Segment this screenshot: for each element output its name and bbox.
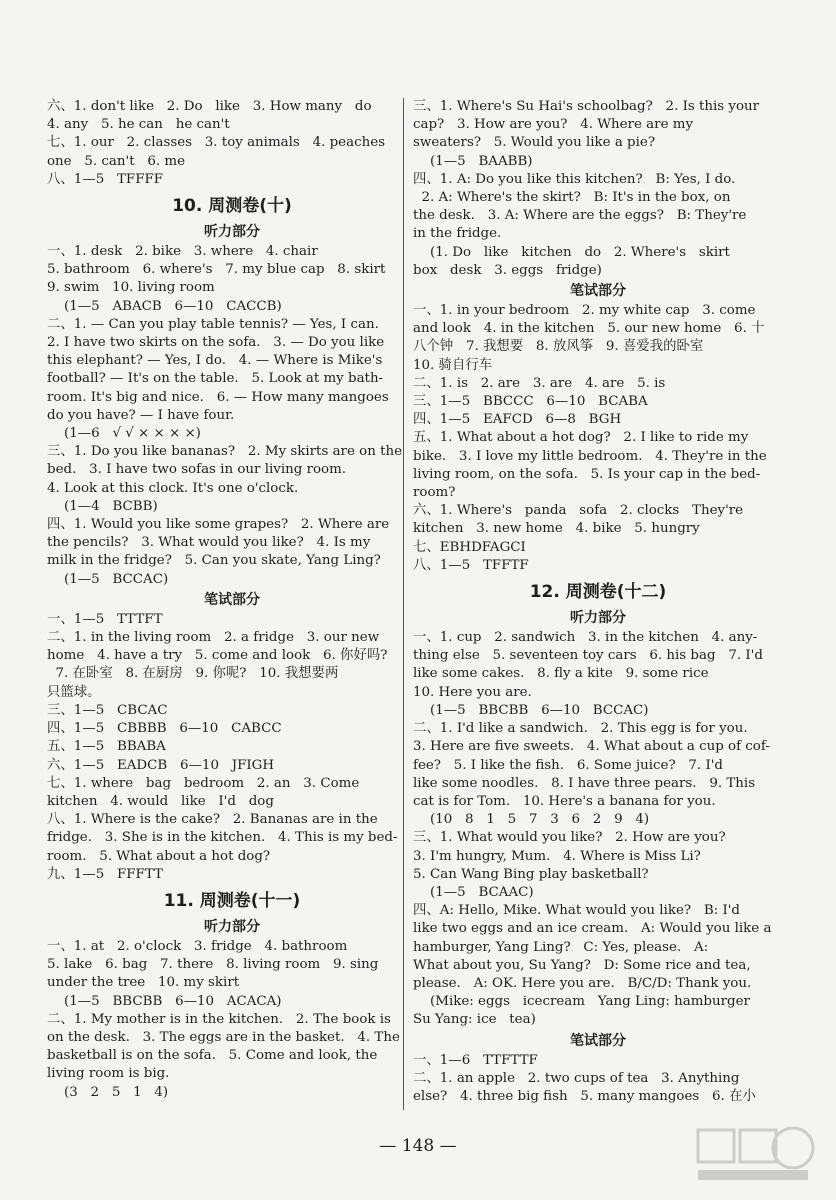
answer-line: 5. bathroom 6. where's 7. my blue cap 8. skirt: [47, 262, 386, 278]
answer-line: in the fridge.: [413, 226, 502, 242]
answer-line: 二、1. I'd like a sandwich. 2. This egg is for you.: [413, 721, 748, 737]
answer-line: (Mike: eggs icecream Yang Ling: hamburger: [413, 994, 750, 1010]
answer-line: Su Yang: ice tea): [413, 1012, 536, 1028]
answer-line: 五、1. What about a hot dog? 2. I like to ride my: [413, 430, 749, 446]
answer-line: and look 4. in the kitchen 5. our new home 6. 十: [413, 321, 765, 337]
section-title: 11. 周测卷(十一): [163, 890, 301, 911]
answer-line: (1—5 BBCBB 6—10 ACACA): [47, 993, 282, 1009]
answer-line: 七、1. where bag bedroom 2. an 3. Come: [47, 775, 360, 791]
answer-line: 4. any 5. he can he can't: [47, 117, 230, 133]
answer-line: 3. I'm hungry, Mum. 4. Where is Miss Li?: [413, 848, 701, 864]
answer-line: 四、1—5 EAFCD 6—8 BGH: [413, 412, 622, 428]
answer-line: the desk. 3. A: Where are the eggs? B: They're: [413, 208, 747, 224]
answer-line: bike. 3. I love my little bedroom. 4. They're in the: [413, 448, 767, 464]
answer-line: under the tree 10. my skirt: [47, 975, 240, 991]
answer-line: one 5. can't 6. me: [47, 153, 186, 169]
answer-line: 9. swim 10. living room: [47, 280, 215, 296]
answer-line: 4. Look at this clock. It's one o'clock.: [47, 480, 299, 496]
answer-line: 只篮球。: [47, 684, 101, 700]
answer-line: 二、1. My mother is in the kitchen. 2. The book is: [47, 1011, 391, 1027]
answer-line: 六、1—5 EADCB 6—10 JFIGH: [47, 757, 275, 773]
answer-line: thing else 5. seventeen toy cars 6. his bag 7. I'd: [413, 648, 763, 664]
answer-line: 八、1—5 TFFFF: [47, 171, 164, 187]
answer-line: 六、1. don't like 2. Do like 3. How many do: [47, 99, 372, 114]
subsection-heading: 听力部分: [204, 224, 260, 241]
answer-line: box desk 3. eggs fridge): [413, 262, 602, 278]
answer-line: 四、1. Would you like some grapes? 2. Where are: [47, 517, 390, 533]
answer-line: (1—5 ABACB 6—10 CACCB): [47, 298, 282, 314]
answer-line: 七、1. our 2. classes 3. toy animals 4. peaches: [47, 135, 386, 151]
answer-line: living room is big.: [47, 1066, 170, 1082]
answer-line: 一、1. desk 2. bike 3. where 4. chair: [47, 244, 318, 260]
answer-line: 一、1. at 2. o'clock 3. fridge 4. bathroom: [47, 938, 348, 954]
answer-line: 三、1. Do you like bananas? 2. My skirts are on the: [47, 444, 403, 460]
page-number: — 148 —: [379, 1136, 457, 1156]
answer-line: 三、1—5 BBCCC 6—10 BCABA: [413, 394, 648, 410]
answer-line: 7. 在卧室 8. 在厨房 9. 你呢? 10. 我想要两: [47, 666, 339, 682]
answer-line: 四、A: Hello, Mike. What would you like? B: I'd: [413, 903, 740, 919]
answer-line: (1—6 √ √ × × × ×): [47, 426, 201, 442]
answer-line: the pencils? 3. What would you like? 4. Is my: [47, 535, 371, 551]
answer-line: (1—5 BCCAC): [47, 571, 169, 587]
answer-line: (1—4 BCBB): [47, 498, 158, 514]
answer-line: 三、1. Where's Su Hai's schoolbag? 2. Is this your: [413, 99, 760, 114]
watermark-logo: [688, 1118, 818, 1188]
answer-line: 五、1—5 BBABA: [47, 739, 166, 755]
answer-line: (1. Do like kitchen do 2. Where's skirt: [413, 244, 730, 260]
answer-line: room. 5. What about a hot dog?: [47, 848, 271, 864]
answer-line: cat is for Tom. 10. Here's a banana for you.: [413, 793, 716, 809]
answer-line: (1—5 BCAAC): [413, 884, 534, 900]
answer-line: bed. 3. I have two sofas in our living room.: [47, 462, 347, 478]
answer-line: kitchen 4. would like I'd dog: [47, 793, 274, 809]
answer-line: What about you, Su Yang? D: Some rice and tea,: [413, 957, 751, 973]
answer-line: 三、1—5 CBCAC: [47, 702, 168, 718]
right-column: [413, 98, 783, 1106]
answer-line: like some cakes. 8. fly a kite 9. some rice: [413, 666, 709, 682]
answer-line: fee? 5. I like the fish. 6. Some juice? 7. I'd: [413, 757, 723, 773]
answer-line: home 4. have a try 5. come and look 6. 你好吗?: [47, 648, 388, 664]
answer-line: 5. lake 6. bag 7. there 8. living room 9. sing: [47, 957, 379, 973]
answer-line: (10 8 1 5 7 3 6 2 9 4): [413, 812, 650, 828]
answer-line: 八、1. Where is the cake? 2. Bananas are in the: [47, 812, 378, 828]
answer-line: room?: [413, 485, 456, 501]
answer-line: 二、1. an apple 2. two cups of tea 3. Anything: [413, 1070, 740, 1086]
answer-line: 八、1—5 TFFTF: [413, 557, 529, 573]
answer-line: football? — It's on the table. 5. Look at my bath-: [47, 371, 384, 387]
answer-line: 九、1—5 FFFTT: [47, 866, 163, 882]
answer-line: 3. Here are five sweets. 4. What about a cup of cof-: [413, 739, 770, 755]
answer-line: basketball is on the sofa. 5. Come and look, the: [47, 1048, 378, 1064]
answer-line: (1—5 BAABB): [413, 153, 533, 169]
answer-line: 一、1—6 TTFTTF: [413, 1052, 538, 1068]
answer-line: 六、1. Where's panda sofa 2. clocks They're: [413, 503, 744, 519]
section-title: 12. 周测卷(十二): [529, 582, 667, 603]
answer-line: living room, on the sofa. 5. Is your cap in the bed-: [413, 466, 761, 482]
answer-line: 七、EBHDFAGCI: [413, 539, 526, 555]
answer-line: 一、1. in your bedroom 2. my white cap 3. come: [413, 303, 756, 319]
answer-line: kitchen 3. new home 4. bike 5. hungry: [413, 521, 700, 537]
column-divider: [403, 98, 404, 1110]
subsection-heading: 听力部分: [204, 918, 260, 935]
answer-line: room. It's big and nice. 6. — How many mangoes: [47, 389, 389, 405]
answer-line: do you have? — I have four.: [47, 407, 235, 423]
answer-line: (1—5 BBCBB 6—10 BCCAC): [413, 702, 649, 718]
answer-line: this elephant? — Yes, I do. 4. — Where is Mike's: [47, 353, 383, 369]
answer-line: 10. 骑自行车: [413, 357, 493, 373]
section-title: 10. 周测卷(十): [172, 196, 292, 217]
subsection-heading: 笔试部分: [204, 591, 260, 608]
answer-line: milk in the fridge? 5. Can you skate, Yang Ling?: [47, 553, 381, 569]
answer-line: 四、1—5 CBBBB 6—10 CABCC: [47, 721, 282, 737]
answer-line: like two eggs and an ice cream. A: Would you like a: [413, 921, 772, 937]
answer-line: 三、1. What would you like? 2. How are you?: [413, 830, 726, 846]
answer-line: 二、1. in the living room 2. a fridge 3. our new: [47, 630, 380, 646]
answer-line: fridge. 3. She is in the kitchen. 4. This is my bed-: [47, 830, 398, 846]
answer-line: else? 4. three big fish 5. many mangoes 6. 在小: [413, 1088, 756, 1104]
subsection-heading: 笔试部分: [570, 1032, 626, 1049]
left-column: [47, 98, 417, 1102]
answer-line: cap? 3. How are you? 4. Where are my: [413, 117, 694, 133]
answer-line: 10. Here you are.: [413, 684, 532, 700]
answer-line: 一、1—5 TTTFT: [47, 611, 163, 627]
answer-line: 二、1. is 2. are 3. are 4. are 5. is: [413, 375, 666, 391]
answer-line: 5. Can Wang Bing play basketball?: [413, 866, 649, 882]
answer-line: on the desk. 3. The eggs are in the basket. 4. The: [47, 1029, 400, 1045]
subsection-heading: 笔试部分: [570, 283, 626, 300]
answer-line: 2. A: Where's the skirt? B: It's in the box, on: [413, 190, 731, 206]
answer-line: 八个钟 7. 我想要 8. 放风筝 9. 喜爱我的卧室: [413, 339, 704, 355]
answer-line: hamburger, Yang Ling? C: Yes, please. A:: [413, 939, 709, 955]
answer-line: 2. I have two skirts on the sofa. 3. — Do you like: [47, 335, 385, 351]
answer-line: please. A: OK. Here you are. B/C/D: Thank you.: [413, 975, 752, 991]
answer-line: 一、1. cup 2. sandwich 3. in the kitchen 4. any-: [413, 630, 758, 646]
answer-line: (3 2 5 1 4): [47, 1084, 169, 1100]
answer-line: sweaters? 5. Would you like a pie?: [413, 135, 656, 151]
answer-line: 二、1. — Can you play table tennis? — Yes, I can.: [47, 316, 379, 332]
answer-line: 四、1. A: Do you like this kitchen? B: Yes, I do.: [413, 171, 736, 187]
answer-line: like some noodles. 8. I have three pears. 9. This: [413, 775, 756, 791]
subsection-heading: 听力部分: [570, 610, 626, 627]
